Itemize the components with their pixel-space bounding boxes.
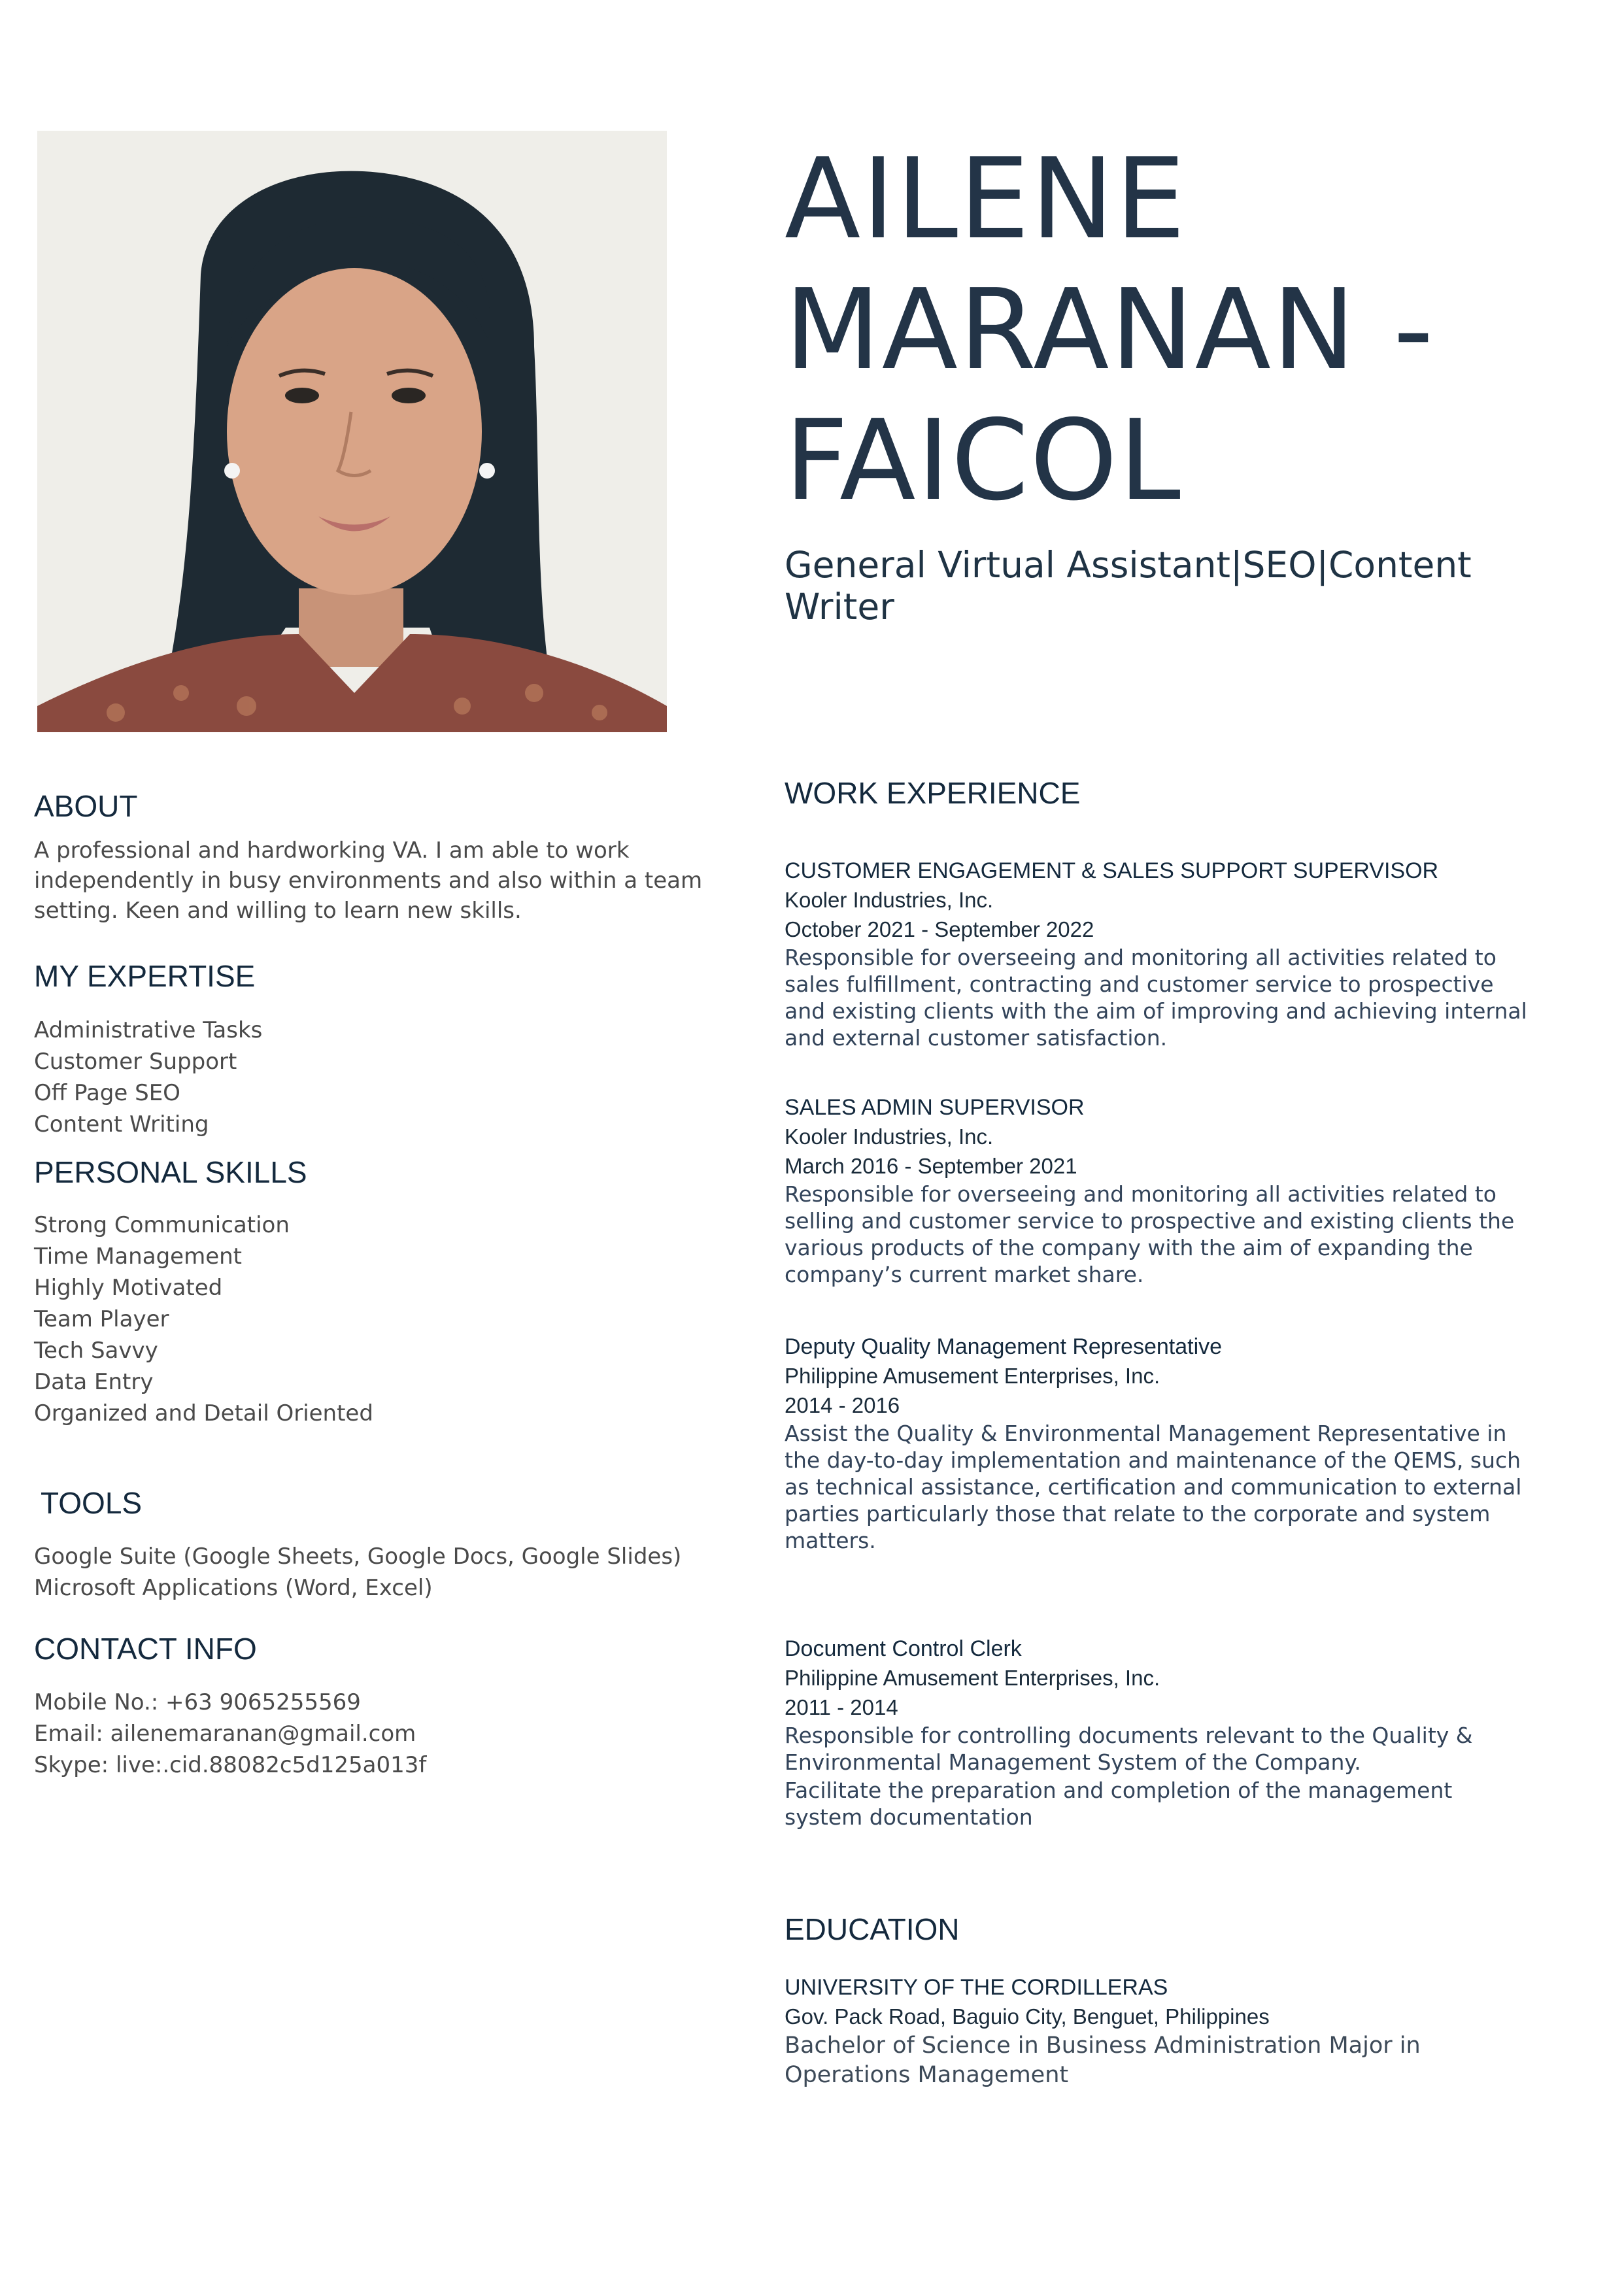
tools-heading: TOOLS (41, 1486, 143, 1520)
about-text: A professional and hardworking VA. I am able to work independently in busy environments and also within a team setting. Keen and willing to learn new skills. (34, 837, 703, 924)
job-entry-company: Kooler Industries, Inc. (785, 888, 994, 912)
name-line-2: MARANAN - (785, 265, 1435, 395)
personal-skills-heading: PERSONAL SKILLS (34, 1155, 307, 1189)
skill-item: Team Player (34, 1306, 169, 1332)
education-school: UNIVERSITY OF THE CORDILLERAS (785, 1975, 1168, 2000)
skill-item: Tech Savvy (34, 1338, 158, 1364)
education-entry (785, 1973, 1536, 2090)
expertise-item: Content Writing (34, 1111, 209, 1138)
contact-email: Email: ailenemaranan@gmail.com (34, 1721, 416, 1747)
skill-item: Highly Motivated (34, 1275, 223, 1301)
job-entry-description: Responsible for overseeing and monitoring all activities related to selling and customer service to prospective and existing clients the various products of the company with the aim of expanding the company’s current market share. (785, 1181, 1515, 1287)
expertise-item: Customer Support (34, 1049, 237, 1075)
job-entry (785, 1332, 1536, 1554)
job-entry (785, 1093, 1536, 1288)
job-entry-company: Philippine Amusement Enterprises, Inc. (785, 1364, 1160, 1388)
job-title: General Virtual Assistant|SEO|Content Writer (785, 544, 1472, 628)
contact-phone: Mobile No.: +63 9065255569 (34, 1689, 361, 1715)
name-line-3: FAICOL (785, 396, 1182, 526)
job-entry-description: Assist the Quality & Environmental Management Representative in the day-to-day implementation and maintenance of the QEMS, such as technical assistance, certification and communication to external parties particularly those that relate to the corporate and system matters. (785, 1421, 1522, 1553)
job-entry-dates: 2011 - 2014 (785, 1695, 898, 1719)
contact-skype: Skype: live:.cid.88082c5d125a013f (34, 1752, 427, 1778)
tool-item: Google Suite (Google Sheets, Google Docs, Google Slides) (34, 1543, 682, 1570)
personal-skills-list (34, 1209, 373, 1429)
education-address: Gov. Pack Road, Baguio City, Benguet, Philippines (785, 2004, 1270, 2029)
candidate-name (785, 134, 1569, 526)
skill-item: Organized and Detail Oriented (34, 1400, 373, 1426)
work-experience-heading: WORK EXPERIENCE (785, 776, 1081, 810)
job-entry-company: Kooler Industries, Inc. (785, 1124, 994, 1149)
job-entry-company: Philippine Amusement Enterprises, Inc. (785, 1666, 1160, 1690)
job-entry-title: Deputy Quality Management Representative (785, 1334, 1223, 1359)
about-heading: ABOUT (34, 789, 138, 823)
contact-list (34, 1687, 426, 1781)
job-entry-dates: 2014 - 2016 (785, 1393, 900, 1417)
job-entry-description: Responsible for overseeing and monitoring all activities related to sales fulfillment, contracting and customer service to prospective and existing clients with the aim of improving and achieving internal and external customer satisfaction. (785, 945, 1527, 1051)
skill-item: Strong Communication (34, 1212, 290, 1238)
job-entry-title: Document Control Clerk (785, 1636, 1022, 1661)
education-degree: Bachelor of Science in Business Administration Major in Operations Management (785, 2033, 1421, 2088)
job-entry-description-2: Facilitate the preparation and completion of the management system documentation (785, 1778, 1453, 1830)
job-entry (785, 1634, 1536, 1830)
profile-photo (37, 131, 667, 732)
skill-item: Time Management (34, 1243, 242, 1270)
expertise-item: Administrative Tasks (34, 1017, 263, 1043)
job-entry (785, 856, 1536, 1051)
tools-list (34, 1541, 681, 1604)
job-entry-dates: October 2021 - September 2022 (785, 917, 1094, 941)
skill-item: Data Entry (34, 1369, 154, 1395)
tool-item: Microsoft Applications (Word, Excel) (34, 1575, 433, 1601)
expertise-item: Off Page SEO (34, 1080, 180, 1106)
job-entry-title: SALES ADMIN SUPERVISOR (785, 1095, 1085, 1120)
name-line-1: AILENE (785, 135, 1187, 264)
education-heading: EDUCATION (785, 1912, 960, 1946)
expertise-heading: MY EXPERTISE (34, 959, 256, 993)
job-entry-description: Responsible for controlling documents relevant to the Quality & Environmental Management System of the Company. (785, 1723, 1473, 1775)
expertise-list (34, 1015, 262, 1140)
job-entry-title: CUSTOMER ENGAGEMENT & SALES SUPPORT SUPERVISOR (785, 858, 1439, 883)
contact-heading: CONTACT INFO (34, 1632, 257, 1666)
job-entry-dates: March 2016 - September 2021 (785, 1154, 1077, 1178)
